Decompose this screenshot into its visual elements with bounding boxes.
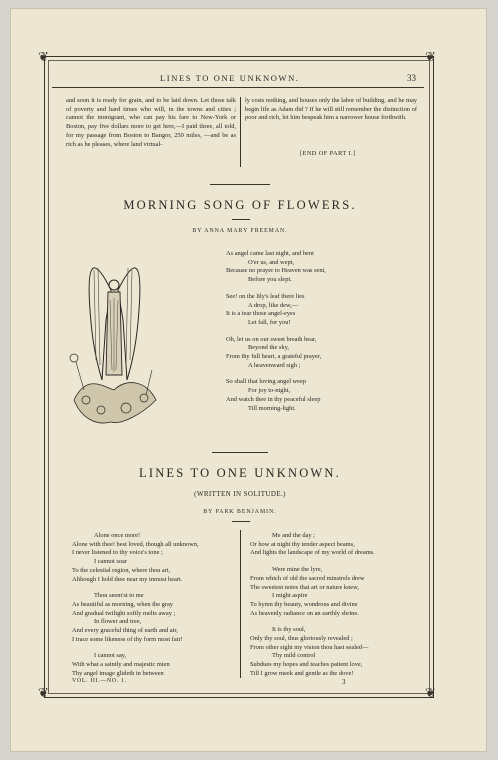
poem-line: And gradual twilight softly melts away ; xyxy=(72,609,176,617)
poem2-left-column xyxy=(72,532,236,687)
stanza xyxy=(226,250,416,285)
corner-ornament-icon: ❦ xyxy=(38,49,49,64)
poem-subtitle: (WRITTEN IN SOLITUDE.) xyxy=(194,490,286,498)
poem-line: Beyond the sky, xyxy=(248,344,289,352)
column-divider xyxy=(240,97,241,167)
header-rule xyxy=(52,87,424,88)
poem-line: Thou seem'st to me xyxy=(94,592,144,600)
poem-line: Before you slept. xyxy=(248,276,292,284)
poem-line: With what a saintly and majestic mien xyxy=(72,661,170,669)
poem-line: Thy angel image glideth in between xyxy=(72,669,164,677)
poem-line: From which of old the sacred minstrels drew xyxy=(250,574,365,582)
poem-line: From other sight my vision thou hast sealed— xyxy=(250,643,369,651)
stanza xyxy=(250,566,418,618)
poem-line: As angel came last night, and bent xyxy=(226,250,314,257)
poem-line: I trace some likeness of thy form most fair! xyxy=(72,635,183,643)
angel-illustration xyxy=(66,250,161,430)
poem-line: Me and the day ; xyxy=(272,532,315,539)
corner-ornament-icon: ❦ xyxy=(425,49,436,64)
end-of-part-mark: [END OF PART I.] xyxy=(300,150,356,157)
poem-line: Let fall, for you! xyxy=(248,318,291,326)
poem-line: In flower and tree, xyxy=(94,618,142,626)
poem-line: O'er us, and wept, xyxy=(248,258,295,266)
prose-right-text: ly costs nothing, and houses only the labor of building, and he may begin life as Adam did ? If he will still remember the distinction of poor and rich, let him bespeak him a narrower house forthwith. xyxy=(245,97,417,122)
poem-line: For joy to-night, xyxy=(248,387,291,395)
column-divider xyxy=(240,530,241,678)
poem-line: A drop, like dew,— xyxy=(248,301,299,309)
poem-line: I might aspire xyxy=(272,592,308,600)
volume-footer: VOL. III.—NO. 1. xyxy=(72,678,127,684)
signature-mark: 3 xyxy=(342,678,346,686)
poem-line: It is thy soul, xyxy=(272,626,306,634)
stanza xyxy=(72,592,236,644)
poem-line: Subdues my hopes and teaches patient love, xyxy=(250,661,363,669)
poem-byline: BY ANNA MARY FREEMAN. xyxy=(192,228,288,234)
poem-line: Oh, let us on our sweet breath bear, xyxy=(226,335,317,343)
poem-line: To hymn thy beauty, wondrous and divine xyxy=(250,600,358,608)
poem-line: As heavenly radiance on an earthly shrine. xyxy=(250,609,359,617)
prose-right-column xyxy=(245,97,417,123)
poem-byline: BY PARK BENJAMIN. xyxy=(203,509,277,515)
page-number: 33 xyxy=(407,73,416,83)
poem-title: MORNING SONG OF FLOWERS. xyxy=(123,198,357,212)
poem-line: It is a tear those angel-eyes xyxy=(226,310,296,318)
poem-line: I never listened to thy voice's tone ; xyxy=(72,549,163,557)
running-head: LINES TO ONE UNKNOWN. xyxy=(160,73,300,83)
corner-ornament-icon: ❦ xyxy=(425,685,436,700)
poem-line: So shall that loving angel weep xyxy=(226,378,307,386)
poem-title: LINES TO ONE UNKNOWN. xyxy=(139,466,341,480)
poem-line: See! on the lily's leaf there lies xyxy=(226,292,305,300)
poem-line: Only thy soul, thus gloriously revealed ; xyxy=(250,635,353,643)
poem-line: Because no prayer to Heaven was sent, xyxy=(226,267,326,275)
poem-line: Or how at night thy tender aspect beams, xyxy=(250,540,355,548)
corner-ornament-icon: ❦ xyxy=(38,685,49,700)
poem2-right-column xyxy=(250,532,418,687)
section-rule xyxy=(210,184,270,185)
poem-line: Were mine the lyre, xyxy=(272,566,323,574)
poem1-body xyxy=(226,250,416,421)
stanza xyxy=(250,626,418,678)
stanza xyxy=(226,336,416,371)
poem-line: The sweetest notes that art or nature knew, xyxy=(250,583,359,591)
stanza xyxy=(226,293,416,328)
poem-line: Till I grow meek and gentle as the dove! xyxy=(250,669,354,677)
poem-line: Alone with thee! best loved, though all unknown, xyxy=(72,540,199,548)
poem-line: Till morning-light. xyxy=(248,404,296,412)
poem-line: And every graceful thing of earth and air, xyxy=(72,627,178,635)
poem-line: Thy mild control xyxy=(272,652,316,660)
poem-line: I cannot soar xyxy=(94,558,128,566)
poem-line: Although I hold thee near my inmost heart. xyxy=(72,575,183,583)
poem-line: And lights the landscape of my world of dreams. xyxy=(250,549,375,557)
stanza xyxy=(250,532,418,558)
title-rule xyxy=(232,219,250,220)
poem-line: And watch thee in thy peaceful sleep xyxy=(226,395,321,403)
poem-line: As beautiful as morning, when the gray xyxy=(72,600,173,608)
stanza xyxy=(226,378,416,413)
title-rule xyxy=(232,521,250,522)
poem-line: To the celestial region, where thou art, xyxy=(72,566,171,574)
section-rule xyxy=(212,452,268,453)
poem-line: A heavenward sigh ; xyxy=(248,361,301,369)
poem-line: Alone once more! xyxy=(94,532,141,539)
poem-line: I cannot say, xyxy=(94,652,127,660)
stanza xyxy=(72,532,236,584)
poem-line: From thy full heart, a grateful prayer, xyxy=(226,353,322,361)
prose-left-text: and soon it is ready for grain, and to be laid down. Let those talk of poverty and hard times who will, in the towns and cities ; cannot the immigrant, who can pay his fare to New-York or Boston, pay five dollars more to get here,—I paid three, all told, for my passage from Boston to Bangor, 250 miles, —and be as rich as he pleases, where land virtual- xyxy=(66,97,236,148)
prose-left-column xyxy=(66,97,236,149)
stanza xyxy=(72,652,236,678)
